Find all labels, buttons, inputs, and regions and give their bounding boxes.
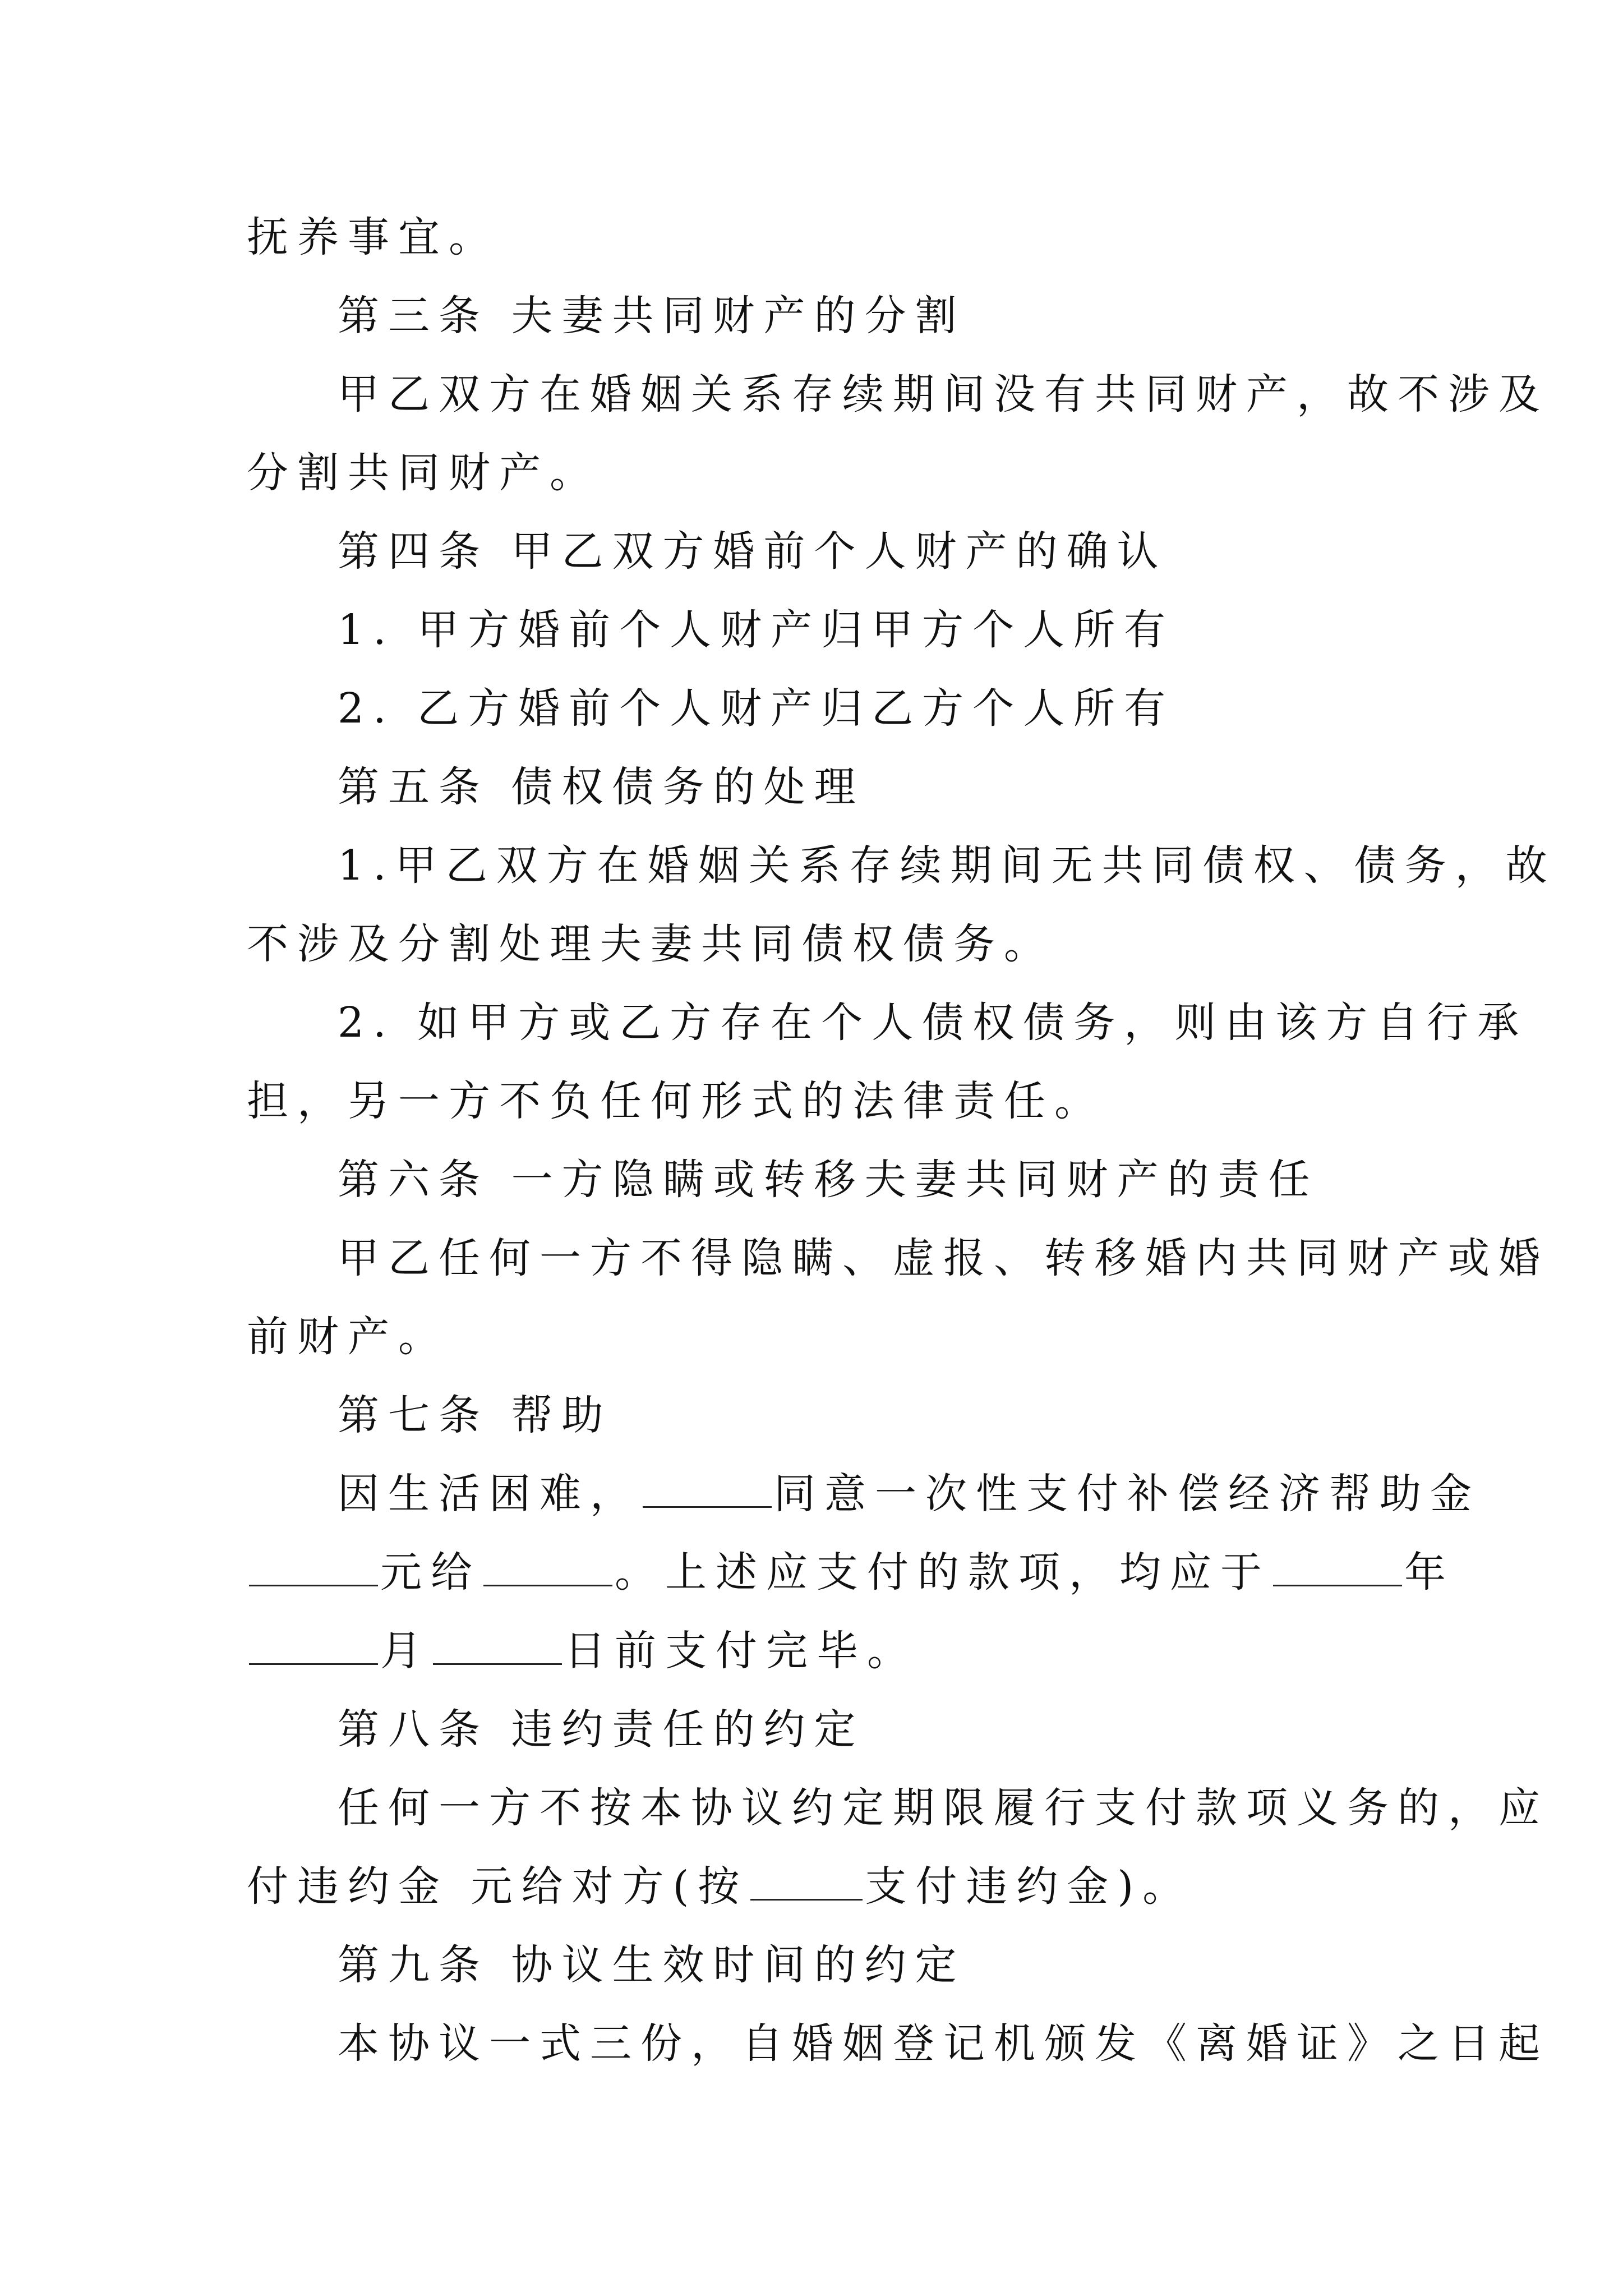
help-text: 月: [380, 1627, 431, 1675]
article-heading-4: 第四条 甲乙双方婚前个人财产的确认: [338, 527, 1168, 576]
fill-blank: [249, 1631, 378, 1665]
help-line-1: [338, 1470, 1481, 1518]
help-text: 因生活困难，: [338, 1470, 640, 1518]
text-line: 担，另一方不负任何形式的法律责任。: [247, 1077, 1105, 1125]
article-heading-5: 第五条 债权债务的处理: [338, 763, 865, 811]
help-text: 元给: [380, 1548, 481, 1596]
fill-blank: [433, 1631, 562, 1665]
article-heading-9: 第九条 协议生效时间的约定: [338, 1941, 966, 1989]
text-line: 本协议一式三份，自婚姻登记机颁发《离婚证》之日起: [338, 2019, 1549, 2068]
list-item: 2. 乙方婚前个人财产归乙方个人所有: [338, 684, 1175, 733]
penalty-text: 支付违约金)。: [865, 1862, 1193, 1911]
text-line: 甲乙任何一方不得隐瞒、虚报、转移婚内共同财产或婚: [338, 1234, 1549, 1282]
article-heading-3: 第三条 夫妻共同财产的分割: [338, 292, 966, 340]
text-line: 甲乙双方在婚姻关系存续期间没有共同财产，故不涉及: [338, 370, 1549, 418]
fill-blank: [750, 1866, 863, 1901]
help-line-3: [247, 1627, 917, 1675]
text-line: 分割共同财产。: [247, 449, 600, 497]
fill-blank: [483, 1552, 612, 1586]
fill-blank: [1273, 1552, 1402, 1586]
help-text: 年: [1404, 1548, 1455, 1596]
help-text: 日前支付完毕。: [564, 1627, 917, 1675]
list-item: 1. 甲方婚前个人财产归甲方个人所有: [338, 606, 1175, 654]
text-line: 抚养事宜。: [247, 213, 499, 261]
text-line: 1.甲乙双方在婚姻关系存续期间无共同债权、债务，故: [338, 841, 1556, 890]
text-line: 2. 如甲方或乙方存在个人债权债务，则由该方自行承: [338, 999, 1528, 1047]
penalty-line: [247, 1862, 1193, 1911]
help-text: 。上述应支付的款项，均应于: [615, 1548, 1271, 1596]
help-line-2: [247, 1548, 1455, 1596]
text-line: 不涉及分割处理夫妻共同债权债务。: [247, 920, 1054, 968]
penalty-text: 付违约金 元给对方(按: [247, 1862, 749, 1911]
article-heading-7: 第七条 帮助: [338, 1391, 612, 1439]
text-line: 前财产。: [247, 1313, 449, 1361]
fill-blank: [249, 1552, 378, 1586]
fill-blank: [643, 1474, 772, 1508]
article-heading-6: 第六条 一方隐瞒或转移夫妻共同财产的责任: [338, 1156, 1319, 1204]
article-heading-8: 第八条 违约责任的约定: [338, 1705, 865, 1754]
help-text: 同意一次性支付补偿经济帮助金: [774, 1470, 1481, 1518]
text-line: 任何一方不按本协议约定期限履行支付款项义务的，应: [338, 1784, 1549, 1832]
